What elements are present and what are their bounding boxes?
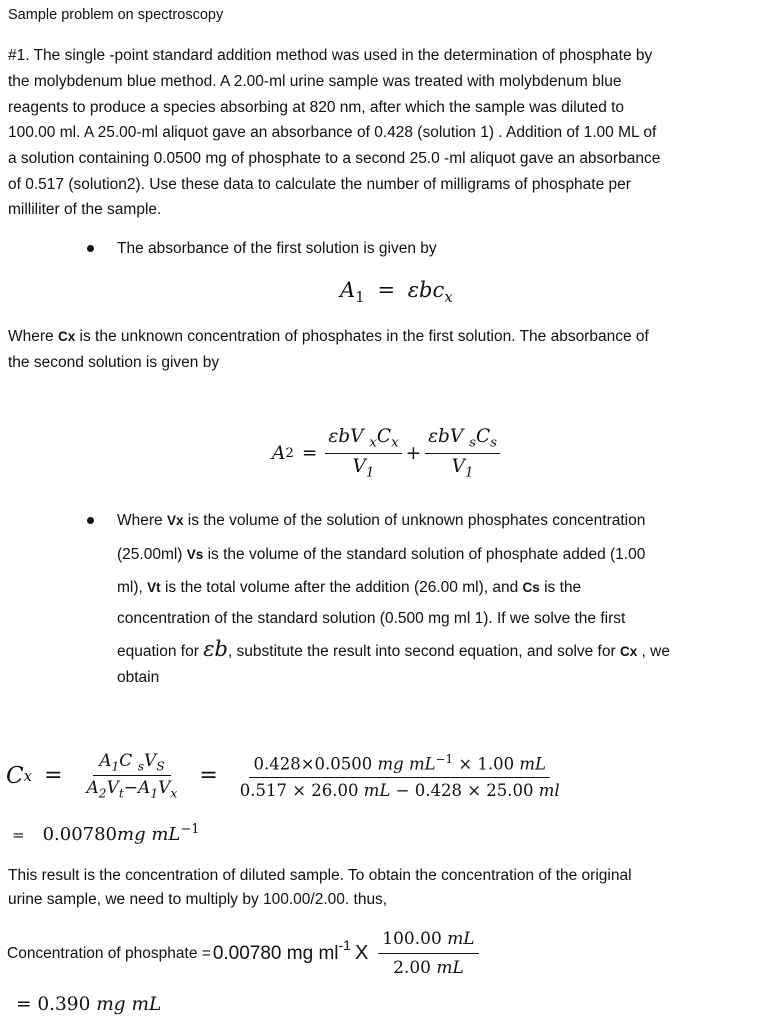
bullet-text: obtain xyxy=(117,669,160,686)
eq-value: 0.00780 mg ml xyxy=(212,942,339,964)
symbol-vx: Vx xyxy=(166,513,184,528)
text: is the xyxy=(539,579,582,596)
symbol-vs: Vs xyxy=(186,547,204,562)
equation-absorbance-2 xyxy=(272,426,500,480)
eq-operator: − xyxy=(123,778,139,799)
eq-subscript: 1 xyxy=(464,465,474,481)
eq-superscript: -1 xyxy=(338,936,351,953)
symbol-cx: Cx xyxy=(619,644,638,659)
eq-operator: + xyxy=(405,442,422,464)
eq-unit: mL xyxy=(363,780,391,800)
problem-line: reagents to produce a species absorbing at 820 nm, after which the sample was diluted to xyxy=(8,99,625,116)
eq-term: × 1.00 xyxy=(453,754,520,774)
eq-symbol: A xyxy=(272,442,286,464)
text: (25.00ml) xyxy=(117,546,187,563)
eq-subscript: 2 xyxy=(285,445,294,461)
explanation-line xyxy=(8,326,649,347)
explanation-line: the second solution is given by xyxy=(8,354,220,371)
explanation-line: urine sample, we need to multiply by 100.00/2.00. thus, xyxy=(8,891,388,908)
eq-fraction xyxy=(81,751,184,801)
bullet-text: The absorbance of the first solution is given by xyxy=(117,240,437,257)
eq-subscript: S xyxy=(156,759,165,774)
bullet-text xyxy=(117,639,670,662)
text: , substitute the result into second equation, and solve for xyxy=(227,643,620,660)
result-value: = 0.390 xyxy=(16,994,97,1015)
problem-line: #1. The single -point standard addition method was used in the determination of phosphate by xyxy=(8,47,653,64)
eq-subscript: 1 xyxy=(365,465,375,481)
eq-unit: mL xyxy=(519,754,546,774)
eq-superscript: −1 xyxy=(435,752,454,767)
problem-line: of 0.517 (solution2). Use these data to calculate the number of milligrams of phosphate per xyxy=(8,176,631,193)
text: is the volume of the solution of unknown phosphates concentration xyxy=(183,512,646,529)
eq-fraction xyxy=(236,752,564,800)
eq-term: V xyxy=(143,751,157,771)
text: is the unknown concentration of phosphates in the first solution. The absorbance of xyxy=(75,328,649,345)
eq-operator: X xyxy=(354,942,369,964)
eq-term: V xyxy=(106,778,119,799)
eq-subscript: x xyxy=(391,435,399,451)
eq-term: 2.00 xyxy=(393,958,437,978)
eq-term: εbV xyxy=(328,426,370,447)
eq-operator: = xyxy=(199,763,218,789)
result-unit: mg mL xyxy=(117,824,181,845)
eq-operator: = xyxy=(377,278,396,302)
eq-subscript: 2 xyxy=(98,786,107,801)
eq-term: C xyxy=(119,751,138,771)
page-title: Sample problem on spectroscopy xyxy=(8,7,224,23)
eq-subscript: t xyxy=(118,786,124,801)
eq-subscript: s xyxy=(490,435,497,451)
symbol-cs: Cs xyxy=(522,580,540,595)
eq-operator: = xyxy=(44,763,63,789)
eq-subscript: x xyxy=(170,786,178,801)
eq-subscript: 1 xyxy=(355,288,365,307)
eq-subscript: 1 xyxy=(111,759,120,774)
problem-line: milliliter of the sample. xyxy=(8,201,162,218)
text: is the total volume after the addition (26.00 ml), and xyxy=(160,579,523,596)
text: Where xyxy=(8,328,58,345)
text: is the volume of the standard solution of phosphate added (1.00 xyxy=(203,546,646,563)
eq-subscript: x xyxy=(444,288,453,307)
eq-operator: = xyxy=(12,826,25,844)
eq-term: 100.00 xyxy=(382,929,448,949)
eq-unit: mL xyxy=(436,958,464,978)
eq-superscript: −1 xyxy=(180,822,200,837)
text: Where xyxy=(117,512,167,529)
problem-line: 100.00 ml. A 25.00-ml aliquot gave an absorbance of 0.428 (solution 1) . Addition of 1.00 ML of xyxy=(8,124,657,141)
eq-term: A xyxy=(99,751,112,771)
symbol-eb: εb xyxy=(203,637,228,661)
result-diluted xyxy=(12,822,199,845)
eq-fraction xyxy=(425,426,500,480)
eq-unit: ml xyxy=(538,780,560,800)
bullet-text xyxy=(117,510,645,531)
eq-term: V xyxy=(352,455,366,477)
eq-term: εbV xyxy=(428,426,470,447)
eq-fraction xyxy=(325,426,401,480)
equation-absorbance-1 xyxy=(340,278,453,306)
bullet-text xyxy=(117,544,645,565)
text: , we xyxy=(637,643,670,660)
eq-term: 0.428×0.0500 xyxy=(253,754,378,774)
bullet-text: concentration of the standard solution (0.500 mg ml 1). If we solve the first xyxy=(117,610,626,627)
symbol-cx: Cx xyxy=(57,329,76,344)
symbol-vt: Vt xyxy=(147,580,161,595)
eq-label: Concentration of phosphate = xyxy=(7,944,211,962)
equation-cx xyxy=(6,751,564,801)
bullet-text xyxy=(117,577,581,598)
eq-term: 0.517 × 26.00 xyxy=(239,780,364,800)
eq-subscript: x xyxy=(369,435,377,451)
eq-operator: = xyxy=(301,442,318,464)
eq-fraction xyxy=(378,929,478,978)
problem-line: the molybdenum blue method. A 2.00-ml urine sample was treated with molybdenum blue xyxy=(8,73,622,90)
eq-symbol: C xyxy=(6,762,24,789)
eq-term: V xyxy=(451,455,465,477)
eq-unit: mL xyxy=(447,929,475,949)
equation-concentration xyxy=(7,929,479,978)
result-value: 0.00780 xyxy=(42,824,118,845)
eq-subscript: x xyxy=(23,766,33,785)
eq-subscript: s xyxy=(137,759,144,774)
explanation-line: This result is the concentration of diluted sample. To obtain the concentration of the original xyxy=(8,867,632,884)
eq-symbol: A xyxy=(340,278,356,302)
text: equation for xyxy=(117,643,204,660)
eq-subscript: 1 xyxy=(150,786,159,801)
eq-subscript: s xyxy=(469,435,476,451)
eq-term: − 0.428 × 25.00 xyxy=(390,780,539,800)
eq-term: A xyxy=(86,778,99,799)
eq-unit: mg mL xyxy=(377,754,436,774)
eq-term: A xyxy=(138,778,151,799)
eq-term: C xyxy=(376,426,392,447)
bullet-icon xyxy=(87,517,94,524)
text: ml), xyxy=(117,579,148,596)
eq-term: V xyxy=(158,778,171,799)
result-original xyxy=(16,994,161,1015)
bullet-icon xyxy=(87,245,94,252)
eq-term: C xyxy=(475,426,491,447)
result-unit: mg mL xyxy=(96,994,162,1015)
problem-line: a solution containing 0.0500 mg of phosphate to a second 25.0 -ml aliquot gave an absorbance xyxy=(8,150,661,167)
eq-symbol: εbc xyxy=(407,278,445,302)
